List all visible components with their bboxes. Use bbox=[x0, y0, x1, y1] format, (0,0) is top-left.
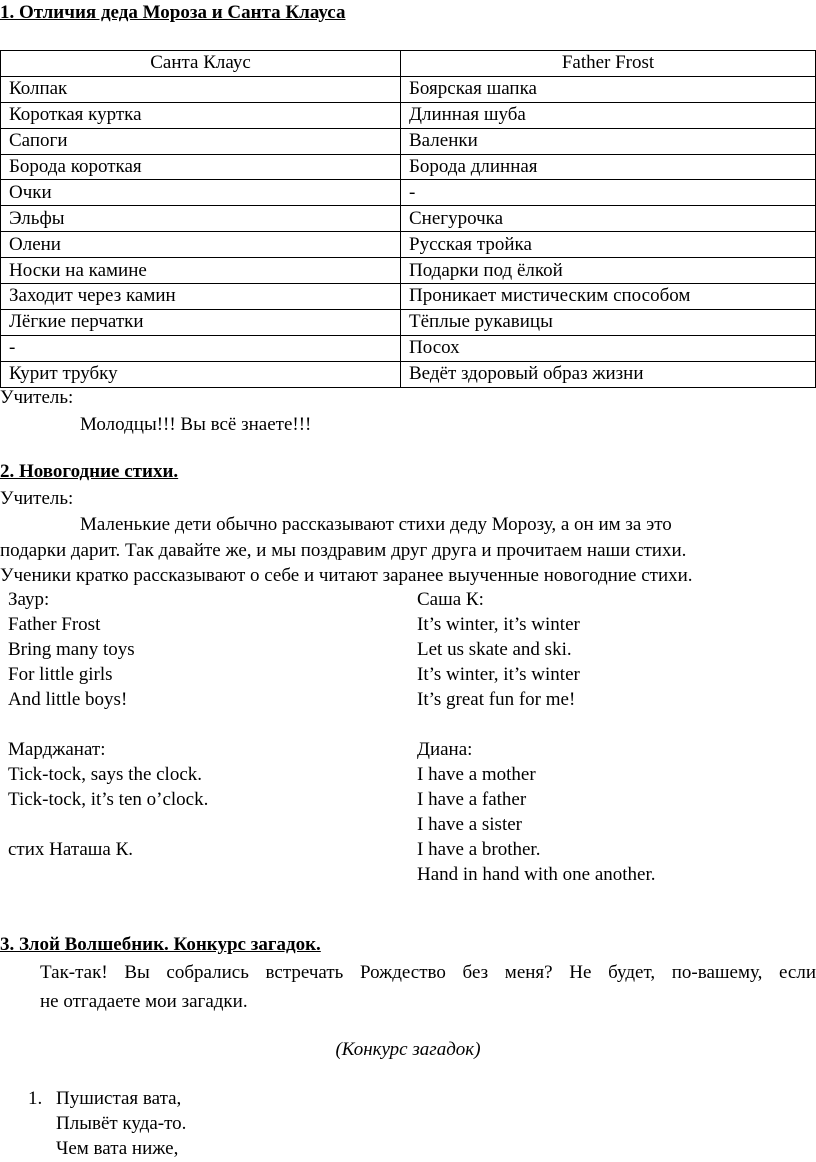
riddle-line: Плывёт куда-то. bbox=[56, 1113, 187, 1134]
table-cell-father-frost: Подарки под ёлкой bbox=[401, 258, 816, 284]
riddle-number: 1. bbox=[28, 1088, 43, 1109]
poem-line: Tick-tock, says the clock. bbox=[8, 764, 203, 785]
table-row bbox=[1, 76, 816, 102]
table-row bbox=[1, 180, 816, 206]
poem-line: I have a brother. bbox=[417, 839, 541, 860]
poem-line: It’s great fun for me! bbox=[417, 689, 576, 710]
table-cell-santa: Очки bbox=[1, 180, 401, 206]
table-cell-santa: Короткая куртка bbox=[1, 102, 401, 128]
table-cell-father-frost: Валенки bbox=[401, 128, 816, 154]
poem-line: I have a father bbox=[417, 789, 527, 810]
poem-line bbox=[417, 712, 656, 737]
poems-right-column bbox=[417, 587, 656, 887]
poem-line bbox=[8, 712, 208, 737]
table-header-father-frost: Father Frost bbox=[401, 51, 816, 77]
poem-line: Диана: bbox=[417, 739, 473, 760]
poem-line: Tick-tock, it’s ten o’clock. bbox=[8, 789, 209, 810]
intro-line-2: подарки дарит. Так давайте же, и мы поздравим друг друга и прочитаем наши стихи. bbox=[0, 540, 687, 561]
poems-left-column bbox=[8, 587, 208, 862]
poem-line: And little boys! bbox=[8, 689, 128, 710]
poem-line: Bring many toys bbox=[8, 639, 135, 660]
table-cell-santa: Лёгкие перчатки bbox=[1, 309, 401, 335]
poem-line: Заур: bbox=[8, 589, 50, 610]
table-row bbox=[1, 284, 816, 310]
poem-line: стих Наташа К. bbox=[8, 839, 134, 860]
table-header-santa: Санта Клаус bbox=[1, 51, 401, 77]
table-row bbox=[1, 206, 816, 232]
table-cell-santa: Курит трубку bbox=[1, 361, 401, 387]
table-cell-father-frost: Ведёт здоровый образ жизни bbox=[401, 361, 816, 387]
intro-line-1: Маленькие дети обычно рассказывают стихи деду Морозу, а он им за это bbox=[80, 514, 672, 535]
teacher-label-2: Учитель: bbox=[0, 488, 74, 509]
poem-line: I have a sister bbox=[417, 814, 522, 835]
table-cell-father-frost: Боярская шапка bbox=[401, 76, 816, 102]
poem-line: Hand in hand with one another. bbox=[417, 864, 656, 885]
poem-line: It’s winter, it’s winter bbox=[417, 614, 580, 635]
table-cell-father-frost: Русская тройка bbox=[401, 232, 816, 258]
table-cell-santa: Колпак bbox=[1, 76, 401, 102]
table-cell-father-frost: Проникает мистическим способом bbox=[401, 284, 816, 310]
table-cell-santa: Сапоги bbox=[1, 128, 401, 154]
table-cell-santa: Эльфы bbox=[1, 206, 401, 232]
table-row bbox=[1, 361, 816, 387]
table-row bbox=[1, 232, 816, 258]
poem-line: Let us skate and ski. bbox=[417, 639, 572, 660]
poem-line: I have a mother bbox=[417, 764, 536, 785]
table-header-row bbox=[1, 51, 816, 77]
table-row bbox=[1, 335, 816, 361]
wizard-speech bbox=[40, 958, 816, 1016]
teacher-label-1: Учитель: bbox=[0, 387, 74, 408]
table-row bbox=[1, 154, 816, 180]
table-row bbox=[1, 258, 816, 284]
comparison-table-body bbox=[1, 51, 816, 388]
table-cell-father-frost: Тёплые рукавицы bbox=[401, 309, 816, 335]
section-2-title: 2. Новогодние стихи. bbox=[0, 461, 179, 482]
teacher-praise: Молодцы!!! Вы всё знаете!!! bbox=[80, 414, 312, 435]
table-cell-father-frost: Снегурочка bbox=[401, 206, 816, 232]
table-cell-santa: Заходит через камин bbox=[1, 284, 401, 310]
section-1-title: 1. Отличия деда Мороза и Санта Клауса bbox=[0, 2, 346, 23]
wizard-speech-line-1: Так-так! Вы собрались встречать Рождество без меня? Не будет, по-вашему, если bbox=[40, 962, 816, 983]
poem-line bbox=[8, 812, 208, 837]
table-cell-santa: Борода короткая bbox=[1, 154, 401, 180]
poem-line: Марджанат: bbox=[8, 739, 106, 760]
table-row bbox=[1, 309, 816, 335]
poem-line: It’s winter, it’s winter bbox=[417, 664, 580, 685]
riddle-line: Чем вата ниже, bbox=[56, 1138, 179, 1159]
poem-line: Father Frost bbox=[8, 614, 101, 635]
poem-line: Саша К: bbox=[417, 589, 484, 610]
table-cell-santa: Носки на камине bbox=[1, 258, 401, 284]
comparison-table bbox=[0, 50, 816, 388]
table-cell-santa: - bbox=[1, 335, 401, 361]
table-row bbox=[1, 102, 816, 128]
table-cell-father-frost: Длинная шуба bbox=[401, 102, 816, 128]
intro-line-3: Ученики кратко рассказывают о себе и читают заранее выученные новогодние стихи. bbox=[0, 565, 693, 586]
poem-line: For little girls bbox=[8, 664, 113, 685]
wizard-speech-line-2: не отгадаете мои загадки. bbox=[40, 991, 248, 1012]
section-3-title: 3. Злой Волшебник. Конкурс загадок. bbox=[0, 934, 321, 955]
table-cell-father-frost: Борода длинная bbox=[401, 154, 816, 180]
table-cell-father-frost: - bbox=[401, 180, 816, 206]
riddles-caption: (Конкурс загадок) bbox=[335, 1039, 481, 1060]
table-cell-father-frost: Посох bbox=[401, 335, 816, 361]
table-cell-santa: Олени bbox=[1, 232, 401, 258]
table-row bbox=[1, 128, 816, 154]
riddle-line: Пушистая вата, bbox=[56, 1088, 182, 1109]
riddle-1 bbox=[56, 1086, 186, 1161]
